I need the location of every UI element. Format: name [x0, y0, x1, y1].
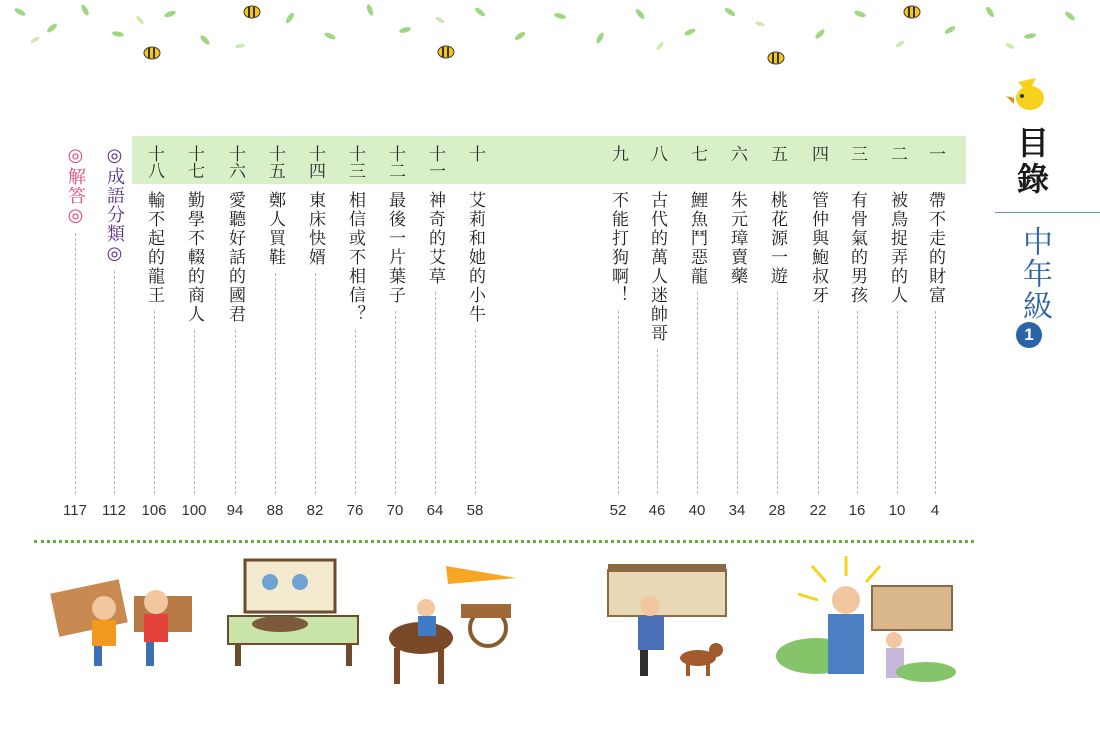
toc-entry[interactable] — [684, 145, 710, 286]
chapter-title: 相信或不相信？ — [345, 191, 365, 324]
chapter-title: 最後一片葉子 — [385, 191, 405, 305]
chapter-title: ◎成語分類◎ — [104, 145, 125, 265]
page-number: 40 — [688, 502, 706, 519]
chapter-number: 十一 — [425, 145, 445, 179]
dog-illustration — [602, 556, 742, 691]
dotted-leader — [475, 330, 476, 494]
page-number: 46 — [648, 502, 666, 519]
kids-table-illustration — [34, 556, 204, 676]
dotted-leader — [154, 311, 155, 494]
toc-entry[interactable] — [884, 145, 910, 305]
page-number: 70 — [386, 502, 404, 519]
dotted-leader — [355, 330, 356, 494]
chapter-number: 四 — [808, 145, 828, 162]
chapter-title: 帶不走的財富 — [925, 191, 945, 305]
chapter-number: 一 — [925, 145, 945, 162]
page-number: 88 — [266, 502, 284, 519]
header-band — [132, 136, 966, 184]
page-number: 22 — [809, 502, 827, 519]
dotted-divider — [34, 540, 974, 543]
volume-badge: 1 — [1016, 322, 1042, 348]
dotted-leader — [618, 311, 619, 494]
toc-entry[interactable] — [605, 145, 631, 305]
chapter-title: 輸不起的龍王 — [144, 191, 164, 305]
chapter-title: 被鳥捉弄的人 — [887, 191, 907, 305]
chapter-title: 古代的萬人迷帥哥 — [647, 191, 667, 343]
dotted-leader — [114, 271, 115, 494]
page-number: 100 — [181, 502, 207, 519]
page-number: 117 — [63, 502, 87, 519]
toc-entry[interactable] — [141, 145, 167, 305]
page-number: 106 — [141, 502, 167, 519]
page-number: 82 — [306, 502, 324, 519]
chapter-title: 神奇的艾草 — [425, 191, 445, 286]
chapter-number: 二 — [887, 145, 907, 162]
page-number: 10 — [888, 502, 906, 519]
horse-cart-illustration — [376, 556, 526, 696]
chapter-number: 六 — [727, 145, 747, 162]
chapter-title: 桃花源一遊 — [767, 191, 787, 286]
dotted-leader — [275, 273, 276, 494]
heading-rule — [995, 212, 1100, 213]
bed-illustration — [220, 556, 365, 671]
toc-entry[interactable] — [644, 145, 670, 343]
chapter-title: 東床快婿 — [305, 191, 325, 267]
toc-entry[interactable] — [724, 145, 750, 286]
page-number: 64 — [426, 502, 444, 519]
chapter-number: 三 — [847, 145, 867, 162]
handsome-man-illustration — [776, 556, 966, 686]
dotted-leader — [897, 311, 898, 494]
dotted-leader — [395, 311, 396, 494]
bee-icon — [244, 6, 260, 18]
toc-entry[interactable] — [382, 145, 408, 305]
dotted-leader — [315, 273, 316, 494]
chapter-title: 有骨氣的男孩 — [847, 191, 867, 305]
chapter-number: 七 — [687, 145, 707, 162]
dotted-leader — [857, 311, 858, 494]
page-number: 16 — [848, 502, 866, 519]
dotted-leader — [75, 233, 76, 494]
page-number: 52 — [609, 502, 627, 519]
chapter-number: 九 — [608, 145, 628, 162]
dotted-leader — [935, 311, 936, 494]
toc-entry[interactable] — [764, 145, 790, 286]
dotted-leader — [235, 330, 236, 494]
chapter-title: 艾莉和她的小牛 — [465, 191, 485, 324]
chapter-title: 勤學不輟的商人 — [184, 191, 204, 324]
chapter-title: 不能打狗啊！ — [608, 191, 628, 305]
page-title: 目錄 — [1012, 126, 1050, 198]
page-number: 94 — [226, 502, 244, 519]
toc-entry[interactable] — [922, 145, 948, 305]
dotted-leader — [435, 292, 436, 494]
chapter-title: 鄭人買鞋 — [265, 191, 285, 267]
toc-entry[interactable] — [101, 145, 127, 265]
toc-entry[interactable] — [62, 145, 88, 227]
page-number: 58 — [466, 502, 484, 519]
dotted-leader — [697, 292, 698, 494]
chapter-number: 十三 — [345, 145, 365, 179]
toc-entry[interactable] — [222, 145, 248, 324]
chapter-title: ◎解答◎ — [65, 145, 86, 227]
dotted-leader — [737, 292, 738, 494]
toc-entry[interactable] — [262, 145, 288, 267]
chapter-number: 十七 — [184, 145, 204, 179]
toc-entry[interactable] — [342, 145, 368, 324]
toc-entry[interactable] — [181, 145, 207, 324]
chapter-title: 朱元璋賣藥 — [727, 191, 747, 286]
chapter-number: 五 — [767, 145, 787, 162]
chapter-number: 十 — [465, 145, 485, 162]
leaf-pattern-decoration — [0, 0, 1100, 72]
grade-label: 中年級 — [1017, 226, 1052, 322]
toc-entry[interactable] — [422, 145, 448, 286]
chapter-title: 管仲與鮑叔牙 — [808, 191, 828, 305]
chapter-number: 十五 — [265, 145, 285, 179]
toc-entry[interactable] — [462, 145, 488, 324]
page-number: 112 — [102, 502, 126, 519]
dotted-leader — [777, 292, 778, 494]
chapter-number: 八 — [647, 145, 667, 162]
dotted-leader — [657, 349, 658, 494]
chapter-number: 十六 — [225, 145, 245, 179]
chapter-number: 十二 — [385, 145, 405, 179]
chapter-title: 鯉魚鬥惡龍 — [687, 191, 707, 286]
page-number: 4 — [930, 502, 940, 519]
toc-entry[interactable] — [302, 145, 328, 267]
chapter-title: 愛聽好話的國君 — [225, 191, 245, 324]
page-number: 76 — [346, 502, 364, 519]
page-number: 28 — [768, 502, 786, 519]
dotted-leader — [194, 330, 195, 494]
dotted-leader — [818, 311, 819, 494]
toc-entry[interactable] — [805, 145, 831, 305]
chapter-number: 十四 — [305, 145, 325, 179]
chapter-number: 十八 — [144, 145, 164, 179]
toc-entry[interactable] — [844, 145, 870, 305]
bird-icon — [1004, 74, 1052, 118]
page-number: 34 — [728, 502, 746, 519]
